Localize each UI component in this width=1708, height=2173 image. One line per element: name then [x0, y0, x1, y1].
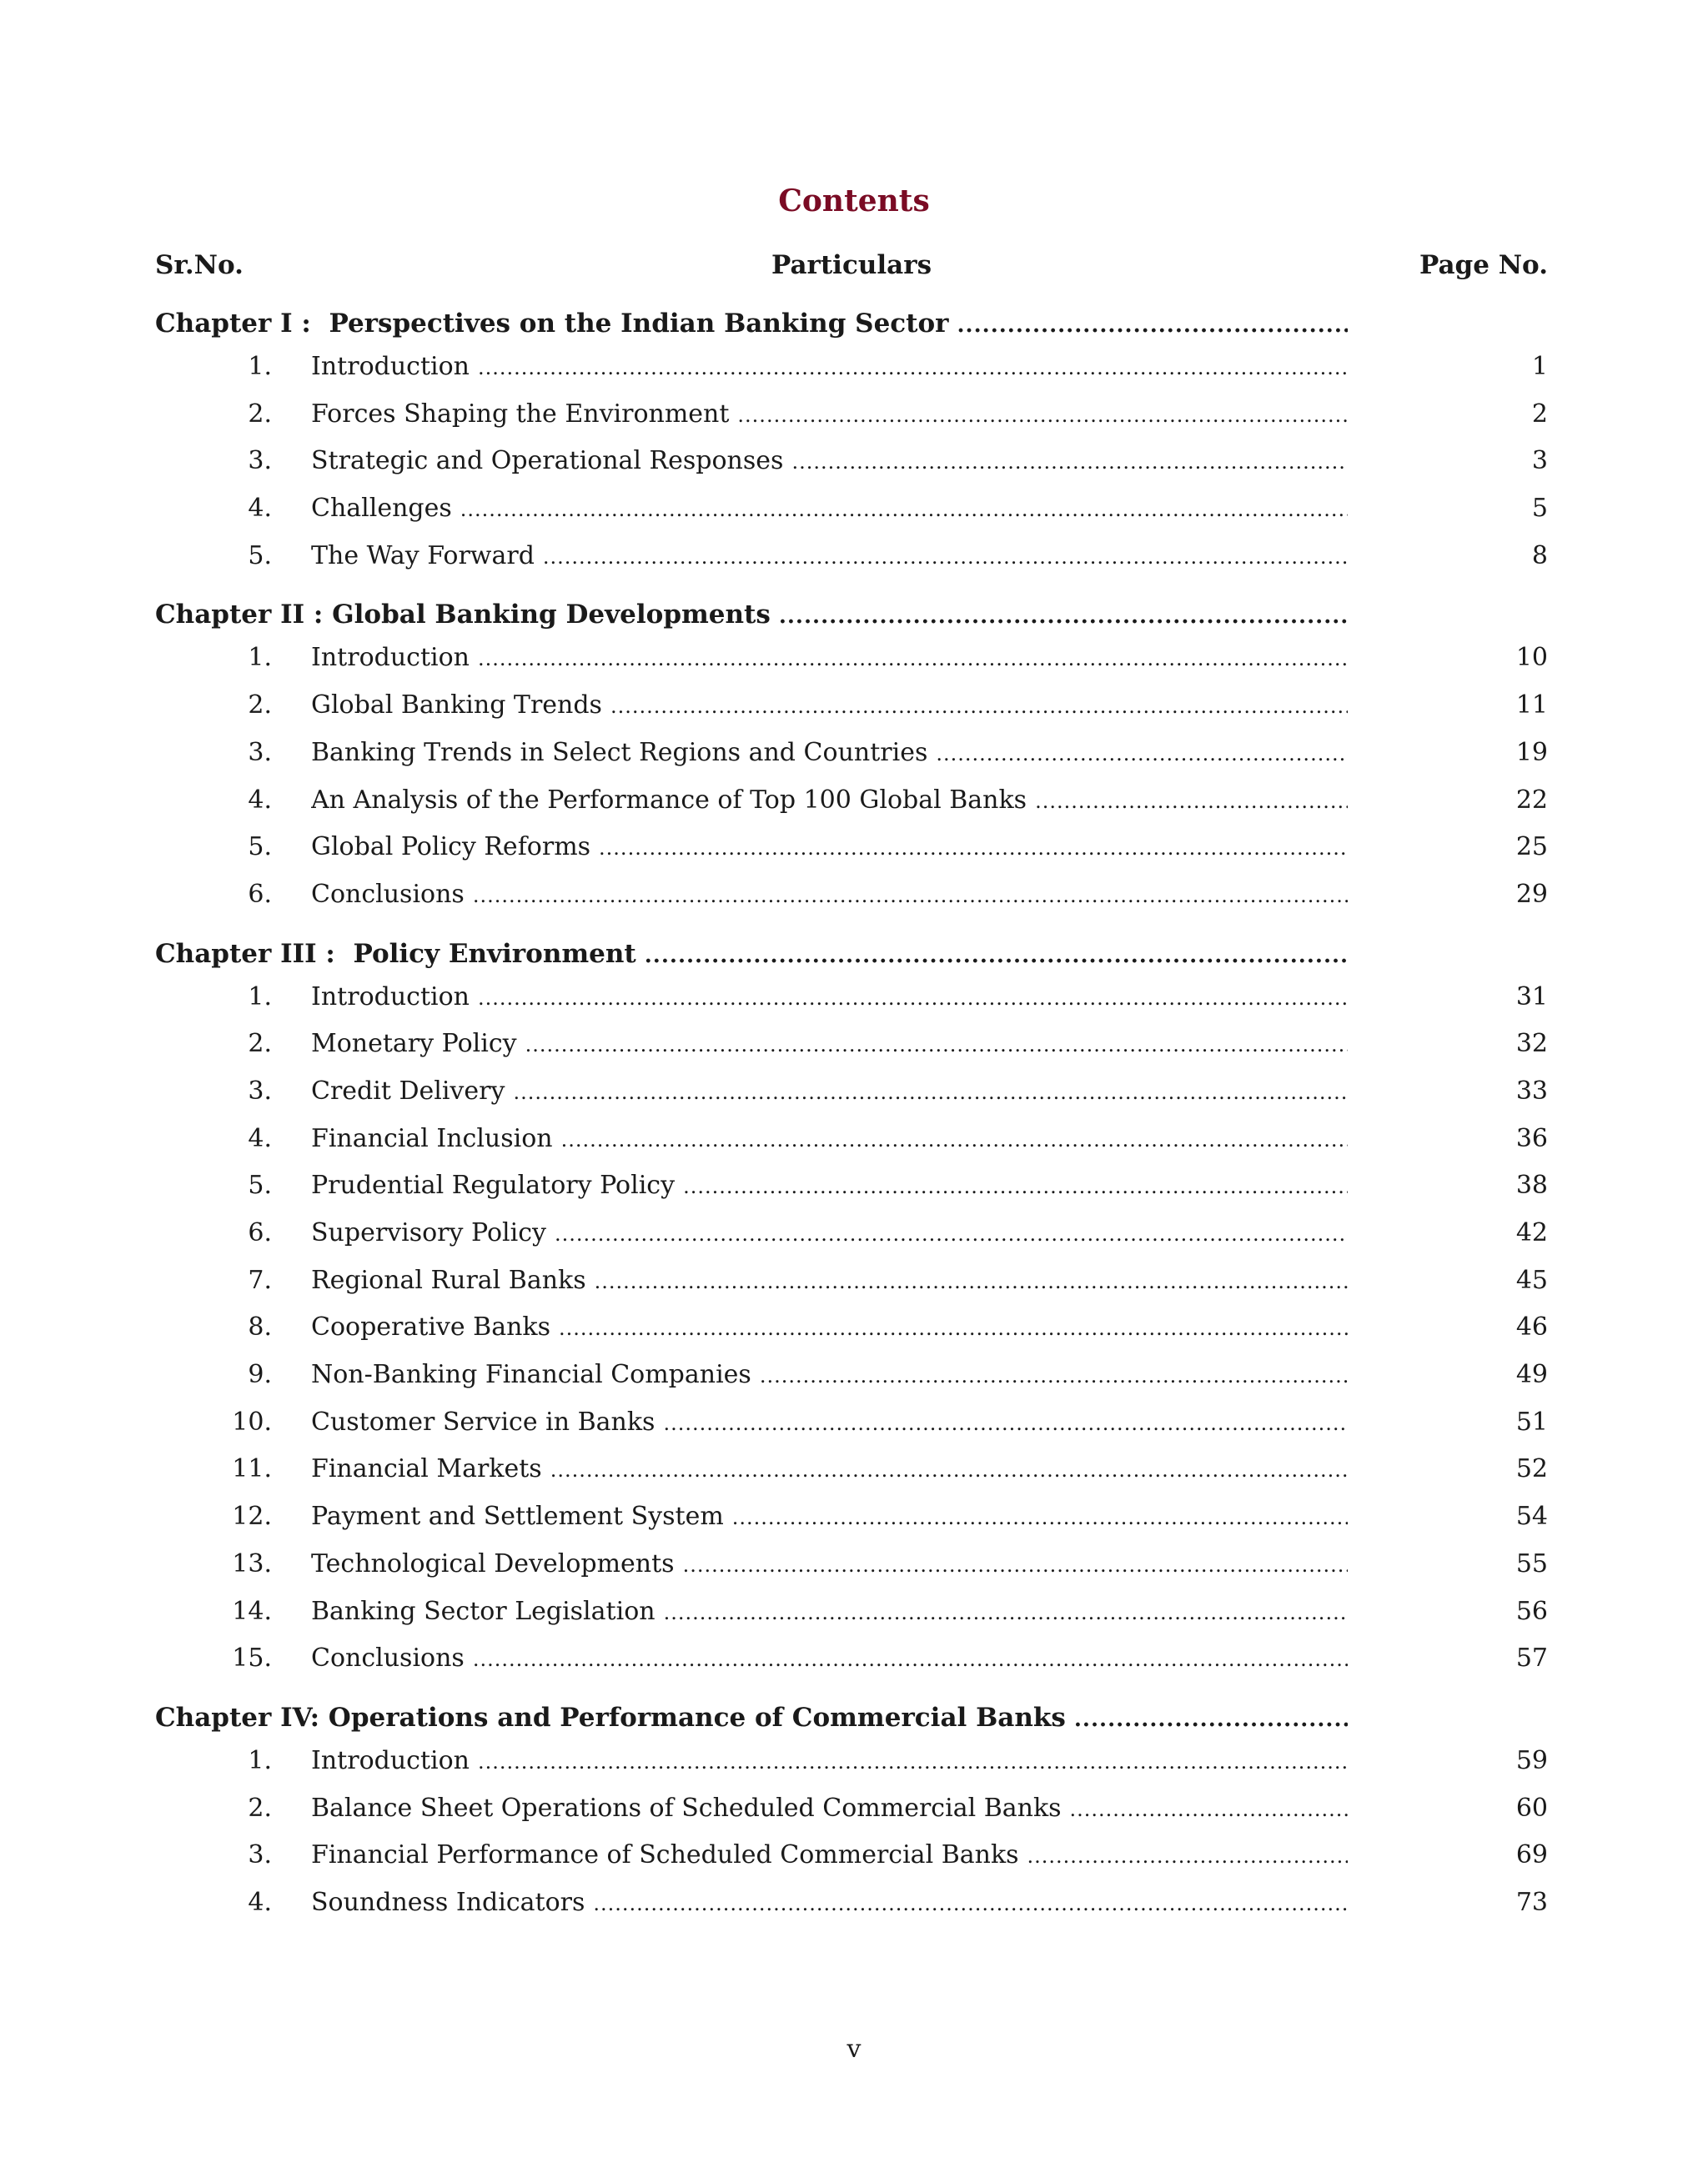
toc-entry[interactable]	[155, 393, 1548, 440]
toc-entry[interactable]	[155, 534, 1548, 582]
dot-leader	[957, 313, 1349, 338]
dot-leader	[645, 943, 1348, 968]
entry-number: 12.	[232, 1502, 272, 1532]
header-particulars: Particulars	[771, 250, 932, 280]
entry-page-number: 25	[1515, 832, 1548, 862]
entry-number: 1.	[248, 981, 272, 1011]
toc-entry[interactable]	[155, 684, 1548, 731]
entry-label: Financial Inclusion	[311, 1123, 553, 1153]
entry-number: 5.	[248, 832, 272, 862]
toc-entry[interactable]	[155, 1637, 1548, 1684]
entry-page-number: 22	[1515, 785, 1548, 815]
entry-label: Supervisory Policy	[311, 1218, 546, 1247]
toc-entry[interactable]	[155, 1495, 1548, 1543]
entry-number: 4.	[248, 785, 272, 815]
entry-label: Introduction	[311, 1745, 470, 1775]
entry-label: Credit Delivery	[311, 1076, 505, 1106]
entry-number: 6.	[248, 1218, 272, 1247]
entry-label: Global Policy Reforms	[311, 832, 591, 862]
dot-leader	[760, 1364, 1348, 1388]
toc-entry[interactable]	[155, 873, 1548, 921]
dot-leader	[460, 498, 1348, 521]
entry-number: 2.	[248, 1029, 272, 1059]
dot-leader	[737, 404, 1348, 427]
dot-leader	[1070, 1798, 1348, 1821]
entry-page-number: 45	[1515, 1265, 1548, 1295]
entry-label: Banking Sector Legislation	[311, 1596, 656, 1626]
entry-number: 6.	[248, 879, 272, 909]
entry-label: Strategic and Operational Responses	[311, 446, 784, 476]
dot-leader	[610, 695, 1348, 718]
toc-entry[interactable]	[155, 1070, 1548, 1117]
entry-number: 4.	[248, 494, 272, 524]
entry-label: Introduction	[311, 352, 470, 381]
entry-number: 1.	[248, 643, 272, 673]
header-sr-no: Sr.No.	[155, 250, 244, 280]
entry-page-number: 59	[1515, 1745, 1548, 1775]
entry-page-number: 2	[1531, 399, 1548, 429]
entry-label: Banking Trends in Select Regions and Countries	[311, 737, 928, 767]
entry-page-number: 60	[1515, 1793, 1548, 1823]
toc-entry[interactable]	[155, 1881, 1548, 1929]
dot-leader	[779, 604, 1348, 629]
entry-page-number: 52	[1515, 1454, 1548, 1484]
dot-leader	[936, 742, 1348, 765]
dot-leader	[525, 1033, 1348, 1056]
entry-number: 7.	[248, 1265, 272, 1295]
entry-number: 3.	[248, 446, 272, 476]
toc-entry[interactable]	[155, 1787, 1548, 1834]
toc-entry[interactable]	[155, 976, 1548, 1023]
chapter-title: Chapter I : Perspectives on the Indian Banking Sector	[155, 309, 949, 339]
toc-entry[interactable]	[155, 1448, 1548, 1495]
entry-page-number: 57	[1515, 1644, 1548, 1674]
chapter-heading[interactable]	[155, 1703, 1548, 1739]
entry-page-number: 69	[1515, 1840, 1548, 1870]
entry-label: Global Banking Trends	[311, 690, 602, 720]
toc-entry[interactable]	[155, 1022, 1548, 1070]
entry-label: Regional Rural Banks	[311, 1265, 586, 1295]
entry-number: 5.	[248, 540, 272, 570]
toc-entry[interactable]	[155, 1306, 1548, 1353]
table-of-contents	[155, 309, 1548, 1929]
entry-number: 11.	[232, 1454, 272, 1484]
chapter-title: Chapter II : Global Banking Developments	[155, 600, 771, 630]
entry-number: 8.	[248, 1312, 272, 1342]
entry-number: 1.	[248, 1745, 272, 1775]
toc-entry[interactable]	[155, 1401, 1548, 1448]
dot-leader	[478, 986, 1348, 1010]
dot-leader	[683, 1553, 1348, 1577]
toc-entry[interactable]	[155, 1543, 1548, 1590]
entry-label: Conclusions	[311, 1644, 465, 1674]
entry-number: 4.	[248, 1887, 272, 1917]
toc-entry[interactable]	[155, 1834, 1548, 1881]
toc-entry[interactable]	[155, 1353, 1548, 1401]
table-header	[155, 250, 1548, 287]
entry-page-number: 5	[1531, 494, 1548, 524]
dot-leader	[555, 1222, 1348, 1246]
dot-leader	[791, 450, 1348, 474]
entry-page-number: 29	[1515, 879, 1548, 909]
entry-page-number: 56	[1515, 1596, 1548, 1626]
entry-label: Introduction	[311, 643, 470, 673]
entry-number: 14.	[232, 1596, 272, 1626]
chapter-heading[interactable]	[155, 309, 1548, 345]
entry-number: 2.	[248, 1793, 272, 1823]
dot-leader	[561, 1128, 1348, 1152]
entry-label: Non-Banking Financial Companies	[311, 1360, 751, 1390]
toc-entry[interactable]	[155, 1212, 1548, 1259]
entry-page-number: 10	[1515, 643, 1548, 673]
entry-label: Payment and Settlement System	[311, 1502, 724, 1532]
entry-number: 3.	[248, 1840, 272, 1870]
entry-page-number: 36	[1515, 1123, 1548, 1153]
entry-number: 3.	[248, 1076, 272, 1106]
entry-page-number: 51	[1515, 1407, 1548, 1437]
entry-page-number: 55	[1515, 1548, 1548, 1578]
entry-page-number: 38	[1515, 1171, 1548, 1201]
entry-page-number: 32	[1515, 1029, 1548, 1059]
entry-label: Challenges	[311, 494, 452, 524]
dot-leader	[664, 1601, 1348, 1624]
entry-number: 15.	[232, 1644, 272, 1674]
entry-label: Financial Performance of Scheduled Commercial Banks	[311, 1840, 1019, 1870]
page-number: v	[846, 2035, 862, 2064]
dot-leader	[478, 356, 1348, 379]
entry-number: 2.	[248, 690, 272, 720]
toc-entry[interactable]	[155, 636, 1548, 684]
entry-number: 2.	[248, 399, 272, 429]
entry-label: Introduction	[311, 981, 470, 1011]
toc-entry[interactable]	[155, 1117, 1548, 1165]
toc-entry[interactable]	[155, 1739, 1548, 1787]
dot-leader	[550, 1458, 1348, 1482]
entry-page-number: 11	[1515, 690, 1548, 720]
toc-entry[interactable]	[155, 731, 1548, 779]
dot-leader	[663, 1412, 1348, 1435]
chapter-heading[interactable]	[155, 600, 1548, 636]
entry-label: Customer Service in Banks	[311, 1407, 656, 1437]
toc-entry[interactable]	[155, 345, 1548, 393]
entry-page-number: 46	[1515, 1312, 1548, 1342]
dot-leader	[473, 884, 1348, 907]
chapter-heading[interactable]	[155, 939, 1548, 976]
chapter-title: Chapter III : Policy Environment	[155, 938, 636, 969]
entry-page-number: 49	[1515, 1360, 1548, 1390]
entry-page-number: 33	[1515, 1076, 1548, 1106]
dot-leader	[543, 545, 1348, 569]
entry-label: Soundness Indicators	[311, 1887, 585, 1917]
dot-leader	[599, 836, 1348, 860]
entry-page-number: 19	[1515, 737, 1548, 767]
entry-page-number: 54	[1515, 1502, 1548, 1532]
entry-label: Cooperative Banks	[311, 1312, 550, 1342]
entry-label: Balance Sheet Operations of Scheduled Commercial Banks	[311, 1793, 1062, 1823]
entry-page-number: 3	[1531, 446, 1548, 476]
dot-leader	[559, 1317, 1348, 1340]
entry-number: 1.	[248, 352, 272, 381]
toc-entry[interactable]	[155, 1164, 1548, 1212]
dot-leader	[478, 647, 1348, 670]
entry-page-number: 8	[1531, 540, 1548, 570]
entry-label: The Way Forward	[311, 540, 535, 570]
entry-number: 10.	[232, 1407, 272, 1437]
entry-number: 4.	[248, 1123, 272, 1153]
entry-page-number: 1	[1531, 352, 1548, 381]
page-title: Contents	[778, 183, 930, 218]
chapter-title: Chapter IV: Operations and Performance of Commercial Banks	[155, 1702, 1066, 1733]
header-page-no: Page No.	[1419, 250, 1548, 280]
toc-entry[interactable]	[155, 779, 1548, 826]
entry-page-number: 31	[1515, 981, 1548, 1011]
entry-label: An Analysis of the Performance of Top 100 Global Banks	[311, 785, 1027, 815]
dot-leader	[595, 1270, 1348, 1293]
toc-entry[interactable]	[155, 487, 1548, 534]
dot-leader	[593, 1892, 1348, 1915]
toc-entry[interactable]	[155, 439, 1548, 487]
entry-page-number: 73	[1515, 1887, 1548, 1917]
entry-label: Prudential Regulatory Policy	[311, 1171, 676, 1201]
dot-leader	[473, 1648, 1348, 1671]
entry-label: Technological Developments	[311, 1548, 675, 1578]
dot-leader	[732, 1506, 1348, 1529]
entry-label: Financial Markets	[311, 1454, 542, 1484]
entry-label: Monetary Policy	[311, 1029, 517, 1059]
entry-number: 9.	[248, 1360, 272, 1390]
toc-entry[interactable]	[155, 1590, 1548, 1638]
dot-leader	[1027, 1844, 1348, 1868]
entry-number: 5.	[248, 1171, 272, 1201]
entry-number: 3.	[248, 737, 272, 767]
entry-label: Conclusions	[311, 879, 465, 909]
toc-entry[interactable]	[155, 1259, 1548, 1307]
entry-page-number: 42	[1515, 1218, 1548, 1247]
dot-leader	[478, 1750, 1348, 1774]
dot-leader	[683, 1175, 1348, 1198]
entry-number: 13.	[232, 1548, 272, 1578]
entry-label: Forces Shaping the Environment	[311, 399, 730, 429]
dot-leader	[1035, 790, 1348, 813]
dot-leader	[1074, 1707, 1348, 1732]
toc-entry[interactable]	[155, 826, 1548, 873]
dot-leader	[513, 1081, 1348, 1104]
